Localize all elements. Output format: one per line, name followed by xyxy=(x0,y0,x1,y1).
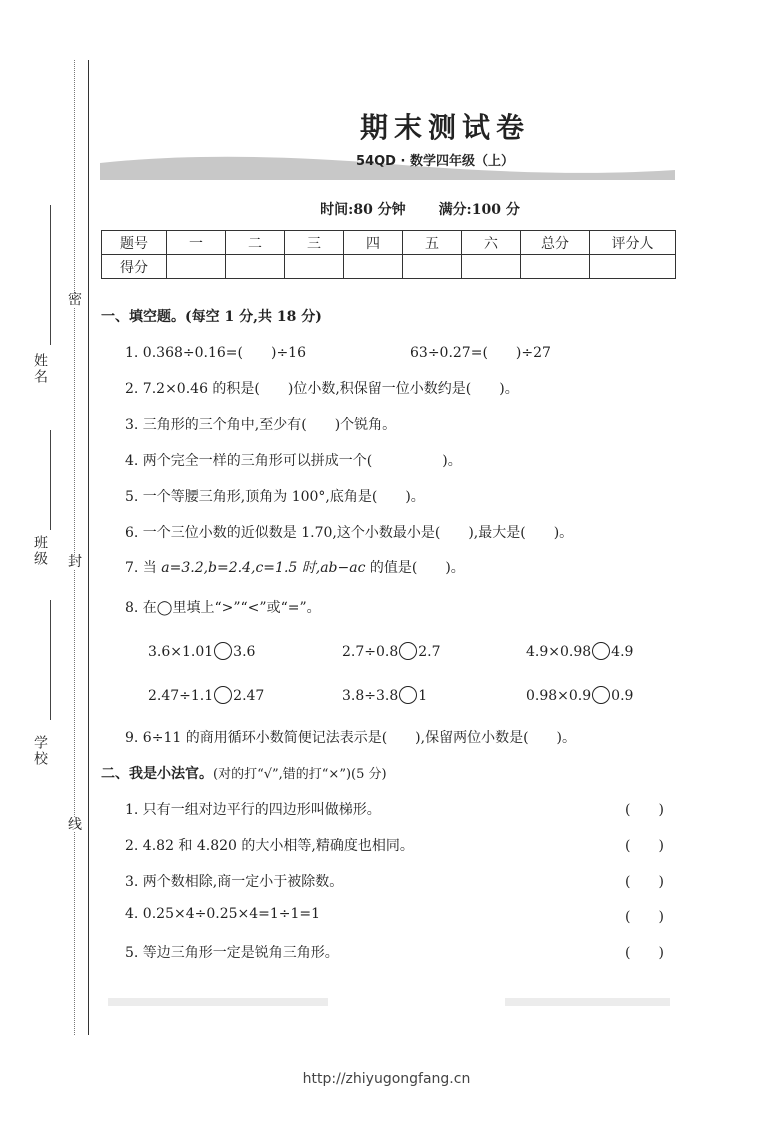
score-cell[interactable] xyxy=(167,255,226,279)
score-cell[interactable] xyxy=(344,255,403,279)
score-cell[interactable] xyxy=(226,255,285,279)
judge-item-4: 4. 0.25×4÷0.25×4=1÷1=1 xyxy=(125,906,321,922)
exam-info xyxy=(160,199,680,219)
compare-circle[interactable] xyxy=(399,642,417,660)
compare-item-3 xyxy=(526,642,633,660)
compare-item-2 xyxy=(342,642,441,660)
table-cell: 题号 xyxy=(102,231,167,255)
class-label: 班级 xyxy=(32,535,48,567)
table-cell: 总分 xyxy=(521,231,590,255)
compare-circle[interactable] xyxy=(592,642,610,660)
compare-circle[interactable] xyxy=(399,686,417,704)
answer-parenthesis[interactable]: ( ) xyxy=(625,909,664,925)
compare-right: 3.6 xyxy=(233,644,256,660)
bottom-stripe-left xyxy=(108,998,328,1006)
score-cell[interactable] xyxy=(521,255,590,279)
question-4: 4. 两个完全一样的三角形可以拼成一个( )。 xyxy=(125,453,462,469)
page-subtitle: 54QD · 数学四年级（上） xyxy=(356,154,514,169)
score-cell[interactable] xyxy=(462,255,521,279)
compare-item-4 xyxy=(148,686,264,704)
question-9: 9. 6÷11 的商用循环小数简便记法表示是( ),保留两位小数是( )。 xyxy=(125,730,577,746)
section1-heading: 一、填空题。(每空 1 分,共 18 分) xyxy=(101,309,322,325)
compare-left: 2.47÷1.1 xyxy=(148,688,214,704)
score-cell[interactable] xyxy=(403,255,462,279)
judge-item-2: 2. 4.82 和 4.820 的大小相等,精确度也相同。 xyxy=(125,838,414,854)
seal-char-feng: 封 xyxy=(68,554,82,570)
table-cell: 一 xyxy=(167,231,226,255)
class-blank[interactable] xyxy=(50,430,51,530)
compare-right: 2.7 xyxy=(418,644,441,660)
table-cell: 二 xyxy=(226,231,285,255)
table-cell: 评分人 xyxy=(590,231,676,255)
compare-right: 4.9 xyxy=(611,644,634,660)
table-cell: 四 xyxy=(344,231,403,255)
page-title: 期末测试卷 xyxy=(359,111,530,144)
table-cell: 得分 xyxy=(102,255,167,279)
margin-rule xyxy=(88,60,89,1035)
question-6: 6. 一个三位小数的近似数是 1.70,这个小数最小是( ),最大是( )。 xyxy=(125,525,574,541)
compare-left: 0.98×0.9 xyxy=(526,688,592,704)
seal-char-xian: 线 xyxy=(68,817,82,833)
question-5: 5. 一个等腰三角形,顶角为 100°,底角是( )。 xyxy=(125,489,425,505)
bottom-stripe-right xyxy=(505,998,670,1006)
judge-item-3: 3. 两个数相除,商一定小于被除数。 xyxy=(125,874,344,890)
compare-left: 4.9×0.98 xyxy=(526,644,592,660)
table-cell: 六 xyxy=(462,231,521,255)
section2-title: 二、我是小法官。 xyxy=(101,766,213,782)
compare-right: 2.47 xyxy=(233,688,265,704)
judge-item-1: 1. 只有一组对边平行的四边形叫做梯形。 xyxy=(125,802,381,818)
table-cell: 五 xyxy=(403,231,462,255)
question-1b: 63÷0.27=( )÷27 xyxy=(410,345,551,361)
score-cell[interactable] xyxy=(590,255,676,279)
time-limit: 时间:80 分钟 xyxy=(320,202,406,218)
compare-right: 0.9 xyxy=(611,688,634,704)
question-3: 3. 三角形的三个角中,至少有( )个锐角。 xyxy=(125,417,397,433)
judge-item-5: 5. 等边三角形一定是锐角三角形。 xyxy=(125,945,339,961)
compare-circle[interactable] xyxy=(214,642,232,660)
q7-suffix: 的值是( )。 xyxy=(365,560,465,576)
question-1a: 1. 0.368÷0.16=( )÷16 xyxy=(125,345,306,361)
question-8: 8. 在◯里填上“>”“<”或“=”。 xyxy=(125,600,321,616)
compare-left: 2.7÷0.8 xyxy=(342,644,399,660)
table-cell: 三 xyxy=(285,231,344,255)
compare-right: 1 xyxy=(418,688,428,704)
answer-parenthesis[interactable]: ( ) xyxy=(625,945,664,961)
name-blank[interactable] xyxy=(50,205,51,345)
q7-prefix: 7. 当 xyxy=(125,560,162,576)
full-score: 满分:100 分 xyxy=(438,202,520,218)
seal-dotted-line xyxy=(74,60,75,1035)
question-2: 2. 7.2×0.46 的积是( )位小数,积保留一位小数约是( )。 xyxy=(125,381,519,397)
seal-char-mi: 密 xyxy=(68,292,82,308)
compare-circle[interactable] xyxy=(592,686,610,704)
score-table-header-row xyxy=(102,231,676,255)
question-7 xyxy=(125,557,465,577)
compare-item-6 xyxy=(526,686,633,704)
compare-circle[interactable] xyxy=(214,686,232,704)
answer-parenthesis[interactable]: ( ) xyxy=(625,874,664,890)
school-label: 学校 xyxy=(32,735,48,767)
name-label: 姓名 xyxy=(32,353,48,385)
score-cell[interactable] xyxy=(285,255,344,279)
school-blank[interactable] xyxy=(50,600,51,720)
score-table xyxy=(101,230,676,279)
section2-heading xyxy=(101,763,387,783)
compare-item-1 xyxy=(148,642,255,660)
compare-left: 3.8÷3.8 xyxy=(342,688,399,704)
compare-left: 3.6×1.01 xyxy=(148,644,214,660)
section2-note: (对的打“√”,错的打“×”)(5 分) xyxy=(213,767,387,782)
score-table-score-row xyxy=(102,255,676,279)
answer-parenthesis[interactable]: ( ) xyxy=(625,802,664,818)
compare-item-5 xyxy=(342,686,427,704)
q7-expression: a=3.2,b=2.4,c=1.5 时,ab−ac xyxy=(161,560,366,576)
footer-url[interactable]: http://zhiyugongfang.cn xyxy=(302,1071,471,1087)
answer-parenthesis[interactable]: ( ) xyxy=(625,838,664,854)
